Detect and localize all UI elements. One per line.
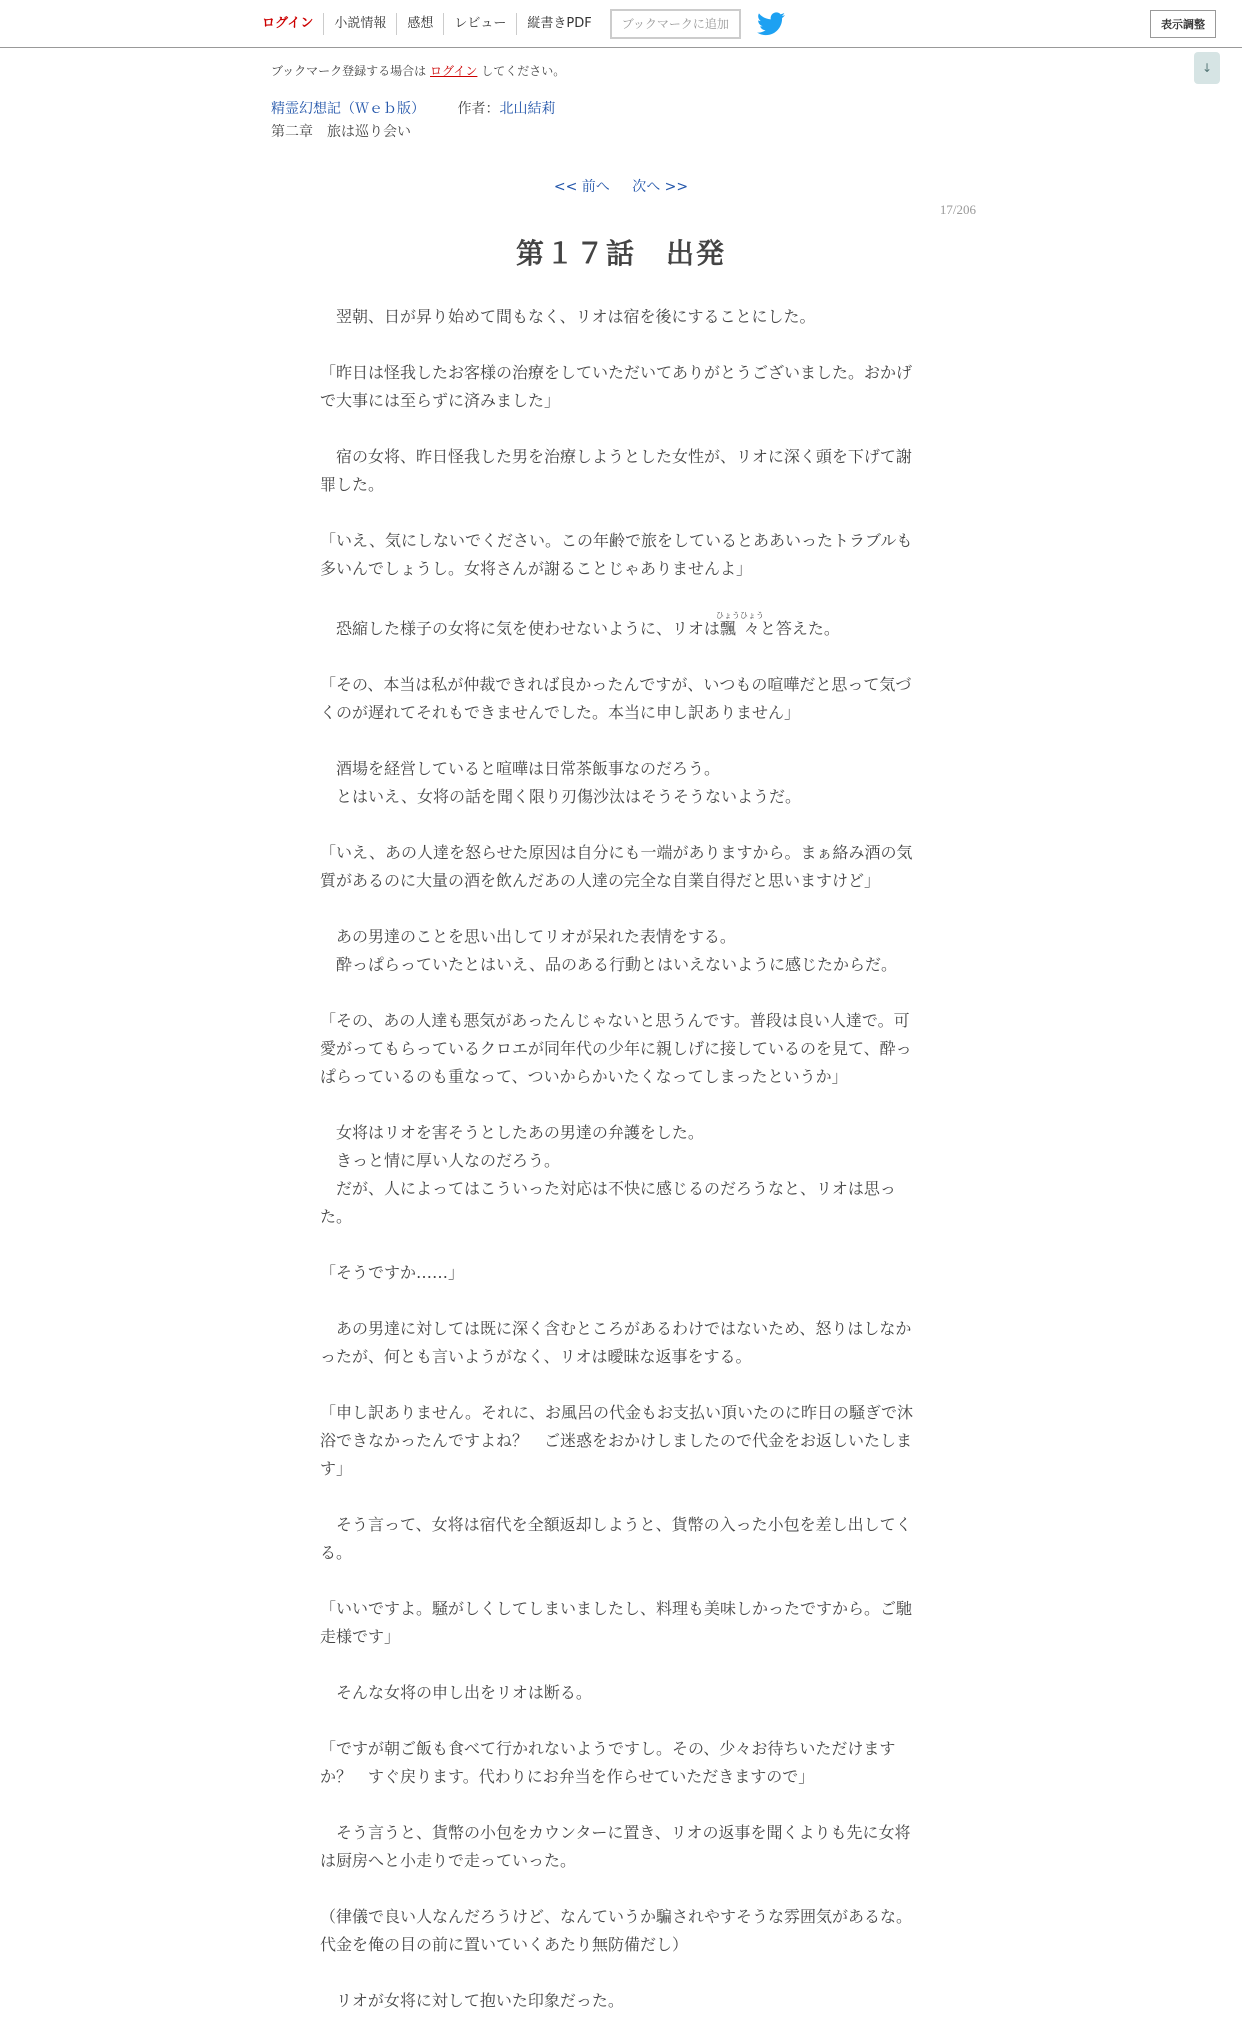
- next-episode-link[interactable]: 次へ >>: [632, 179, 689, 195]
- body-paragraph: （律儀で良い人なんだろうけど、なんていうか騙されやすそうな雰囲気があるな。代金を俺の目の前に置いていくあたり無防備だし）: [320, 1907, 913, 1954]
- episode-count: 17/206: [939, 202, 976, 217]
- body-paragraph: 宿の女将、昨日怪我した男を治療しようとした女性が、リオに深く頭を下げて謝罪した。: [320, 447, 912, 494]
- body-paragraph: 「いいですよ。騒がしくしてしまいましたし、料理も美味しかったですから。ご馳走様です」: [320, 1599, 913, 1646]
- body-paragraph: あの男達のことを思い出してリオが呆れた表情をする。 酔っぱらっていたとはいえ、品のある行動とはいえないように感じたからだ。: [336, 927, 897, 974]
- ruby-line-after: と答えた。: [759, 619, 840, 638]
- nav-login-link[interactable]: ログイン: [252, 13, 324, 35]
- body-paragraph-ruby: [320, 611, 920, 643]
- author-label: 作者：: [457, 101, 500, 117]
- body-paragraph: そんな女将の申し出をリオは断る。: [320, 1683, 592, 1702]
- body-paragraph: 「申し訳ありません。それに、お風呂の代金もお支払い頂いたのに昨日の騒ぎで沐浴できなかったんですよね？ ご迷惑をおかけしましたので代金をお返しいたします」: [320, 1403, 913, 1478]
- body-paragraph: 「そうですか……」: [320, 1263, 465, 1282]
- display-settings-button[interactable]: 表示調整: [1150, 10, 1216, 38]
- body-paragraph: リオが女将に対して抱いた印象だった。: [320, 1991, 624, 2010]
- bookmark-note-suffix: してください。: [481, 64, 566, 78]
- ruby-annotation: [715, 611, 764, 638]
- chapter-title: 第二章 旅は巡り会い: [271, 124, 411, 140]
- ruby-line-before: 恐縮した様子の女将に気を使わせないように、リオは: [320, 619, 720, 638]
- body-paragraph: 「昨日は怪我したお客様の治療をしていただいてありがとうございました。おかげで大事には至らずに済みました」: [320, 363, 913, 410]
- body-paragraph: 「いえ、あの人達を怒らせた原因は自分にも一端がありますから。まぁ絡み酒の気質があるのに大量の酒を飲んだあの人達の完全な自業自得だと思いますけど」: [320, 843, 913, 890]
- nav-novel-info-link[interactable]: 小説情報: [324, 13, 397, 35]
- author-link[interactable]: 北山結莉: [499, 101, 556, 117]
- body-paragraph: そう言って、女将は宿代を全額返却しようと、貨幣の入った小包を差し出してくる。: [320, 1515, 912, 1562]
- main-nav: [252, 10, 785, 38]
- twitter-icon[interactable]: [757, 12, 785, 36]
- body-paragraph: 「その、あの人達も悪気があったんじゃないと思うんです。普段は良い人達で。可愛がってもらっているクロエが同年代の少年に親しげに接しているのを見て、酔っぱらっているのも重なって、ついからかいたくなってしまったというか」: [320, 1011, 912, 1086]
- body-paragraph: 「ですが朝ご飯も食べて行かれないようですし。その、少々お待ちいただけますか？ すぐ戻ります。代わりにお弁当を作らせていただきますので」: [320, 1739, 896, 1786]
- episode-title: 第１７話 出発: [515, 237, 726, 270]
- episode-body: [320, 303, 920, 2043]
- add-bookmark-button[interactable]: ブックマークに追加: [610, 9, 741, 39]
- top-navigation-bar: [0, 0, 1242, 48]
- prev-episode-link[interactable]: << 前へ: [553, 179, 610, 195]
- bookmark-note-login-link[interactable]: ログイン: [430, 64, 478, 78]
- body-paragraph: あの男達に対しては既に深く含むところがあるわけではないため、怒りはしなかったが、何とも言いようがなく、リオは曖昧な返事をする。: [320, 1319, 912, 1366]
- bookmark-login-note: [271, 62, 565, 79]
- body-paragraph: そう言うと、貨幣の小包をカウンターに置き、リオの返事を聞くよりも先に女将は厨房へと小走りで走っていった。: [320, 1823, 911, 1870]
- scroll-down-button[interactable]: ↓: [1194, 52, 1220, 84]
- nav-impressions-link[interactable]: 感想: [397, 13, 444, 35]
- body-paragraph: 翌朝、日が昇り始めて間もなく、リオは宿を後にすることにした。: [320, 307, 816, 326]
- ruby-reading: ひょうひょう: [715, 611, 764, 620]
- ruby-base: 飄々: [715, 619, 764, 638]
- novel-info-line: [271, 98, 555, 118]
- nav-vertical-pdf-link[interactable]: 縦書きPDF: [527, 16, 592, 31]
- episode-pager: [0, 176, 1242, 196]
- nav-review-link[interactable]: レビュー: [444, 13, 517, 35]
- body-paragraph: 「いえ、気にしないでください。この年齢で旅をしているとああいったトラブルも多いんでしょうし。女将さんが謝ることじゃありませんよ」: [320, 531, 913, 578]
- body-paragraph: 「その、本当は私が仲裁できれば良かったんですが、いつもの喧嘩だと思って気づくのが遅れてそれもできませんでした。本当に申し訳ありません」: [320, 675, 912, 722]
- bookmark-note-prefix: ブックマーク登録する場合は: [271, 64, 427, 78]
- body-paragraph: 女将はリオを害そうとしたあの男達の弁護をした。 きっと情に厚い人なのだろう。 だが、人によってはこういった対応は不快に感じるのだろうなと、リオは思った。: [320, 1123, 896, 1226]
- series-title-link[interactable]: 精霊幻想記（Ｗｅｂ版）: [271, 101, 425, 117]
- body-paragraph: 酒場を経営していると喧嘩は日常茶飯事なのだろう。 とはいえ、女将の話を聞く限り刃傷沙汰はそうそうないようだ。: [336, 759, 801, 806]
